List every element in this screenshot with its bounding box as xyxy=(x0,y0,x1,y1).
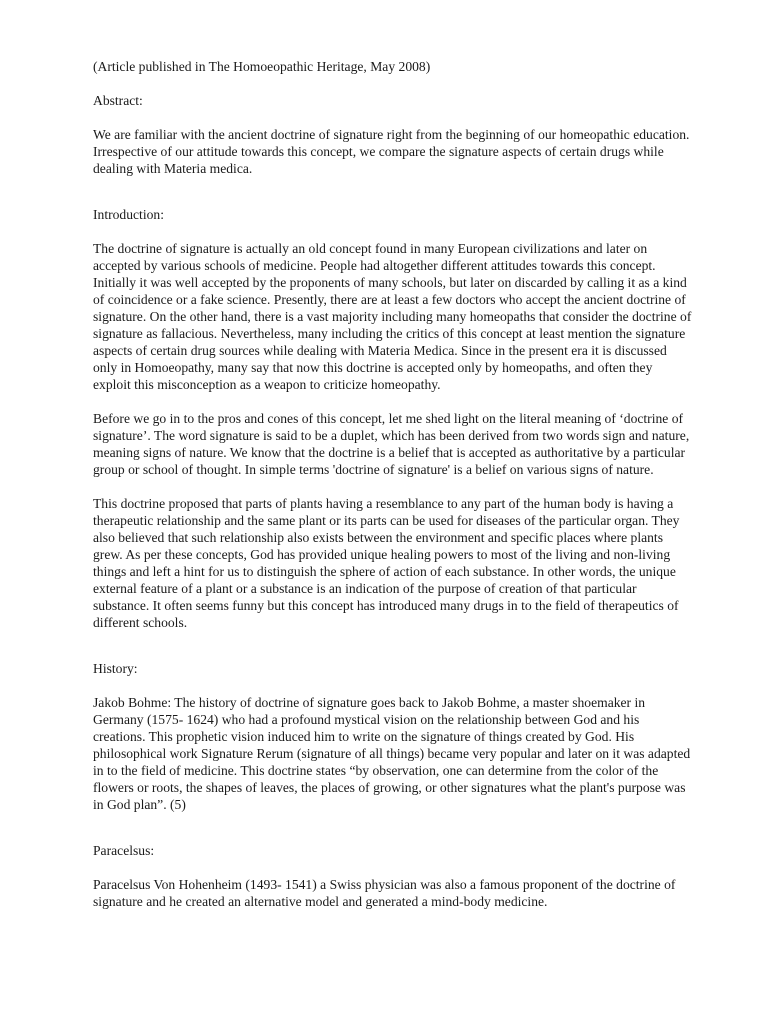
introduction-paragraph-1: The doctrine of signature is actually an old concept found in many European civilizations and later on accepted by various schools of medicine. People had altogether different attitudes towards this concept. Initially it was well accepted by the proponents of many schools, but later on discarded by calling it as a kind of coincidence or a fake science. Presently, there are at least a few doctors who accept the ancient doctrine of signature. On the other hand, there is a vast majority including many homeopaths that consider the doctrine of signature as fallacious. Nevertheless, many including the critics of this concept at least mention the signature aspects of certain drug sources while dealing with Materia Medica. Since in the present era it is discussed only in Homoeopathy, many say that now this doctrine is accepted only by homeopaths, and often they exploit this misconception as a weapon to criticize homeopathy. xyxy=(93,241,692,392)
history-heading: History: xyxy=(93,661,138,676)
document-page xyxy=(93,58,693,910)
paracelsus-paragraph: Paracelsus Von Hohenheim (1493- 1541) a Swiss physician was also a famous proponent of the doctrine of signature and he created an alternative model and generated a mind-body medicine. xyxy=(93,877,676,909)
introduction-paragraph-2: Before we go in to the pros and cones of this concept, let me shed light on the literal meaning of ‘doctrine of signature’. The word signature is said to be a duplet, which has been derived from two words sign and nature, meaning signs of nature. We know that the doctrine is a belief that is accepted as authoritative by a particular group or school of thought. In simple terms 'doctrine of signature' is a belief on various signs of nature. xyxy=(93,411,690,477)
history-paragraph: Jakob Bohme: The history of doctrine of signature goes back to Jakob Bohme, a master shoemaker in Germany (1575- 1624) who had a profound mystical vision on the relationship between God and his creations. This prophetic vision induced him to write on the signature of things created by God. His philosophical work Signature Rerum (signature of all things) became very popular and later on it was adapted in to the field of medicine. This doctrine states “by observation, one can determine from the color of the flowers or roots, the shapes of leaves, the places of growing, or other signatures what the plant's purpose was in God plan”. (5) xyxy=(93,695,691,812)
introduction-heading: Introduction: xyxy=(93,207,164,222)
paracelsus-heading: Paracelsus: xyxy=(93,843,155,858)
introduction-paragraph-3: This doctrine proposed that parts of plants having a resemblance to any part of the human body is having a therapeutic relationship and the same plant or its parts can be used for diseases of the particular organ. They also believed that such relationship also exists between the environment and specific places where plants grew. As per these concepts, God has provided unique healing powers to most of the living and non-living things and left a hint for us to distinguish the sphere of action of each substance. In other words, the unique external feature of a plant or a substance is an indication of the purpose of creation of that particular substance. It often seems funny but this concept has introduced many drugs in to the field of therapeutics of different schools. xyxy=(93,496,680,630)
publication-note: (Article published in The Homoeopathic Heritage, May 2008) xyxy=(93,59,431,74)
abstract-paragraph: We are familiar with the ancient doctrine of signature right from the beginning of our homeopathic education. Irrespective of our attitude towards this concept, we compare the signature aspects of certain drugs while dealing with Materia medica. xyxy=(93,127,690,176)
abstract-heading: Abstract: xyxy=(93,93,143,108)
